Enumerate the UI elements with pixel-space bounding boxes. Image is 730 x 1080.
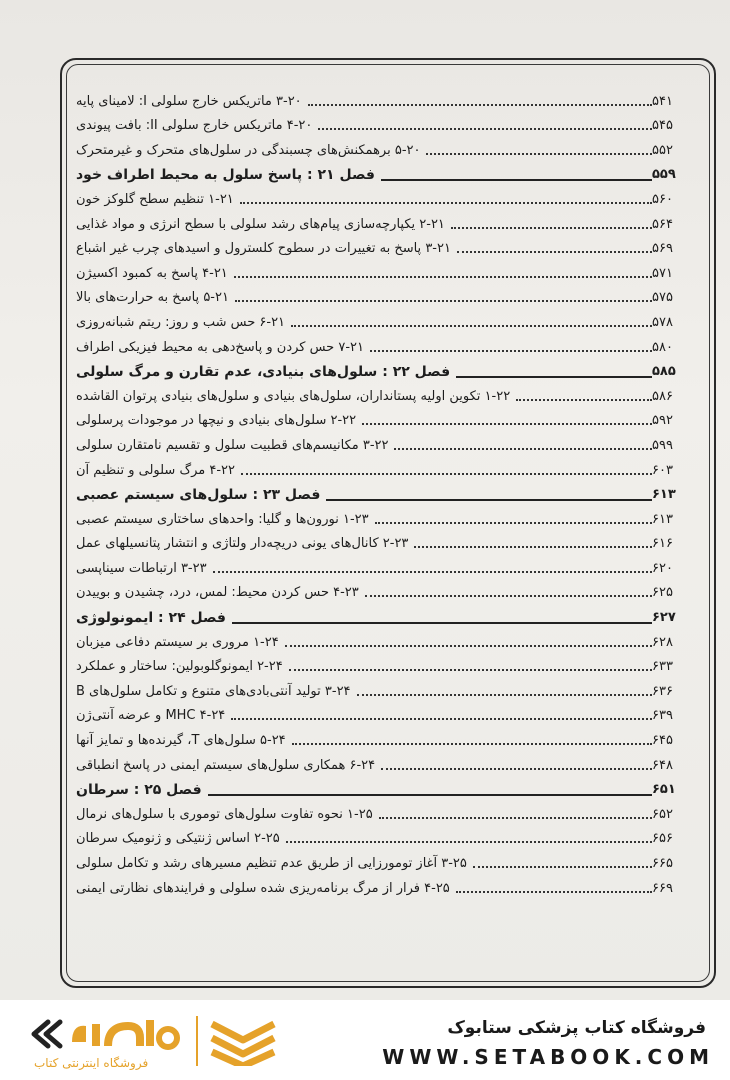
toc-section-row (72, 86, 702, 111)
section-title: ۳-۲۳ ارتباطات سیناپسی (76, 560, 207, 576)
dot-leader (285, 645, 652, 647)
page-number: ۶۱۳ (652, 487, 676, 503)
dot-leader (375, 522, 652, 524)
dot-leader (286, 841, 652, 843)
page-number: ۵۹۹ (652, 437, 673, 453)
dot-leader (308, 104, 652, 106)
page-number: ۶۶۹ (652, 880, 673, 896)
page-number: ۶۲۷ (652, 610, 676, 626)
dot-leader (365, 595, 652, 597)
toc-section-row (72, 504, 702, 529)
toc-section-row (72, 430, 702, 455)
dot-leader (381, 768, 652, 770)
dot-leader (232, 622, 652, 624)
toc-section-row (72, 873, 702, 898)
toc-section-row (72, 283, 702, 308)
section-title: ۳-۲۰ ماتریکس خارج سلولی I: لامینای پایه (76, 93, 302, 109)
section-title: ۱-۲۳ نورون‌ها و گلیا: واحدهای ساختاری سیستم عصبی (76, 511, 369, 527)
section-title: ۴-۲۳ حس کردن محیط: لمس، درد، چشیدن و بوییدن (76, 585, 359, 601)
dot-leader (362, 423, 652, 425)
page-number: ۶۳۶ (652, 683, 673, 699)
chapter-title: فصل ۲۳ : سلول‌های سیستم عصبی (76, 487, 321, 504)
page-number: ۶۲۰ (652, 560, 673, 576)
toc-section-row (72, 455, 702, 480)
dot-leader (357, 694, 652, 696)
toc-section-row (72, 209, 702, 234)
toc-section-row (72, 750, 702, 775)
dot-leader (289, 669, 652, 671)
toc-section-row (72, 799, 702, 824)
toc-section-row (72, 307, 702, 332)
section-title: ۱-۲۵ نحوه تفاوت سلول‌های توموری با سلول‌های نرمال (76, 806, 373, 822)
dot-leader (451, 227, 652, 229)
page-number: ۵۶۰ (652, 191, 673, 207)
page-number: ۶۵۶ (652, 831, 673, 847)
page-number: ۶۴۸ (652, 757, 673, 773)
toc-chapter-row (72, 357, 702, 382)
toc-section-row (72, 135, 702, 160)
section-title: ۶-۲۱ حس شب و روز: ریتم شبانه‌روزی (76, 314, 286, 330)
toc-section-row (72, 652, 702, 677)
page-number: ۵۵۲ (652, 142, 673, 158)
page-number: ۵۸۰ (652, 339, 673, 355)
logo-divider (196, 1016, 198, 1066)
dot-leader (379, 817, 652, 819)
section-title: ۴-۲۱ پاسخ به کمبود اکسیژن (76, 265, 228, 281)
page-number: ۵۸۵ (652, 364, 676, 380)
toc-section-row (72, 824, 702, 849)
page-number: ۵۴۵ (652, 118, 673, 134)
toc-section-row (72, 332, 702, 357)
section-title: ۱-۲۴ مروری بر سیستم دفاعی میزبان (76, 634, 279, 650)
dot-leader (414, 546, 652, 548)
section-title: ۱-۲۱ تنظیم سطح گلوکز خون (76, 191, 234, 207)
chapter-title: فصل ۲۲ : سلول‌های بنیادی، عدم تقارن و مرگ سلولی (76, 364, 451, 381)
page-number: ۶۳۳ (652, 659, 673, 675)
section-title: ۴-۲۰ ماتریکس خارج سلولی II: بافت پیوندی (76, 118, 313, 134)
dot-leader (235, 300, 652, 302)
toc-chapter-row (72, 160, 702, 185)
section-title: ۶-۲۴ همکاری سلول‌های سیستم ایمنی در پاسخ انطباقی (76, 757, 376, 773)
dot-leader (426, 153, 652, 155)
dot-leader (213, 571, 652, 573)
section-title: ۳-۲۴ تولید آنتی‌بادی‌های متنوع و تکامل سلول‌های B (76, 683, 351, 699)
page-number: ۶۳۹ (652, 708, 673, 724)
section-title: ۵-۲۱ پاسخ به حرارت‌های بالا (76, 290, 229, 306)
toc-section-row (72, 578, 702, 603)
dot-leader (326, 499, 652, 501)
section-title: ۴-۲۵ فرار از مرگ برنامه‌ریزی شده سلولی و فرایندهای نظارتی ایمنی (76, 880, 450, 896)
page-number: ۵۶۴ (652, 216, 673, 232)
dot-leader (457, 251, 652, 253)
toc-section-row (72, 627, 702, 652)
toc-section-row (72, 258, 702, 283)
section-title: ۳-۲۵ آغاز تومورزایی از طریق عدم تنظیم مسیرهای رشد و تکامل سلولی (76, 856, 467, 871)
toc-section-row (72, 701, 702, 726)
dot-leader (456, 376, 652, 378)
toc-section-row (72, 529, 702, 554)
chapter-title: فصل ۲۱ : پاسخ سلول به محیط اطراف خود (76, 167, 375, 184)
section-title: ۱-۲۲ تکوین اولیه پستانداران، سلول‌های بنیادی و سلول‌های بنیادی پرتوان القاشده (76, 388, 511, 404)
section-title: ۴-۲۲ مرگ سلولی و تنظیم آن (76, 462, 235, 478)
page-number: ۵۷۸ (652, 314, 673, 330)
dot-leader (516, 399, 652, 401)
dot-leader (208, 794, 652, 796)
dot-leader (381, 179, 652, 181)
table-of-contents (72, 86, 702, 898)
section-title: ۲-۲۲ سلول‌های بنیادی و نیچها در موجودات پرسلولی (76, 413, 357, 429)
dot-leader (292, 743, 652, 745)
dot-leader (456, 891, 652, 893)
section-title: ۵-۲۴ سلول‌های T، گیرنده‌ها و تمایز آنها (76, 733, 286, 749)
toc-chapter-row (72, 480, 702, 505)
dot-leader (241, 473, 652, 475)
page-number: ۵۷۱ (652, 265, 673, 281)
section-title: ۵-۲۰ برهمکنش‌های چسبندگی در سلول‌های متحرک و غیرمتحرک (76, 142, 421, 158)
toc-chapter-row (72, 602, 702, 627)
section-title: ۲-۲۵ اساس ژنتیکی و ژنومیک سرطان (76, 831, 280, 847)
toc-section-row (72, 111, 702, 136)
page-number: ۶۴۵ (652, 733, 673, 749)
shop-url-link[interactable]: WWW.SETABOOK.COM (382, 1045, 714, 1069)
dot-leader (231, 718, 652, 720)
section-title: ۳-۲۱ پاسخ به تغییرات در سطوح کلسترول و اسیدهای چرب غیر اشباع (76, 241, 451, 257)
section-title: ۳-۲۲ مکانیسم‌های قطبیت سلول و تقسیم نامتقارن سلولی (76, 437, 389, 453)
toc-section-row (72, 676, 702, 701)
section-title: ۷-۲۱ حس کردن و پاسخ‌دهی به محیط فیزیکی اطراف (76, 339, 364, 355)
page-number: ۶۶۵ (652, 856, 673, 871)
section-title: ۲-۲۱ یکپارچه‌سازی پیام‌های رشد سلولی با سطح انرژی و مواد غذایی (76, 216, 445, 232)
page-number: ۵۷۵ (652, 290, 673, 306)
toc-section-row (72, 184, 702, 209)
page-number: ۶۰۳ (652, 462, 673, 478)
page-number: ۵۹۲ (652, 413, 673, 429)
logo-subtitle: فروشگاه اینترنتی کتاب (34, 1056, 149, 1070)
page-number: ۶۵۱ (652, 782, 676, 798)
toc-section-row (72, 848, 702, 873)
toc-section-row (72, 381, 702, 406)
page-number: ۶۱۳ (652, 511, 673, 527)
section-title: ۲-۲۴ ایمونوگلوبولین: ساختار و عملکرد (76, 659, 283, 675)
chapter-title: فصل ۲۴ : ایمونولوژی (76, 610, 226, 627)
shop-name: فروشگاه کتاب پزشکی ستابوک (447, 1018, 706, 1038)
dot-leader (234, 276, 652, 278)
dot-leader (318, 128, 652, 130)
page-number: ۵۵۹ (652, 167, 676, 183)
page-number: ۶۲۵ (652, 585, 673, 601)
page-number: ۶۵۲ (652, 806, 673, 822)
page-number: ۵۶۹ (652, 241, 673, 257)
page-number: ۵۴۱ (652, 93, 673, 109)
dot-leader (394, 448, 652, 450)
toc-section-row (72, 553, 702, 578)
page-number: ۵۸۶ (652, 388, 673, 404)
shop-footer (0, 1000, 730, 1080)
dot-leader (240, 202, 652, 204)
chapter-title: فصل ۲۵ : سرطان (76, 782, 202, 799)
toc-section-row (72, 234, 702, 259)
page-number: ۶۲۸ (652, 634, 673, 650)
chevron-stack-icon (206, 1016, 280, 1066)
toc-section-row (72, 725, 702, 750)
toc-section-row (72, 406, 702, 431)
section-title: ۲-۲۳ کانال‌های یونی دریچه‌دار ولتاژی و انتشار پتانسیلهای عمل (76, 536, 409, 552)
toc-chapter-row (72, 775, 702, 800)
page-number: ۶۱۶ (652, 536, 673, 552)
dot-leader (291, 325, 652, 327)
dot-leader (473, 866, 652, 868)
section-title: ۴-۲۴ MHC و عرضه آنتی‌ژن (76, 708, 226, 724)
dot-leader (370, 350, 652, 352)
